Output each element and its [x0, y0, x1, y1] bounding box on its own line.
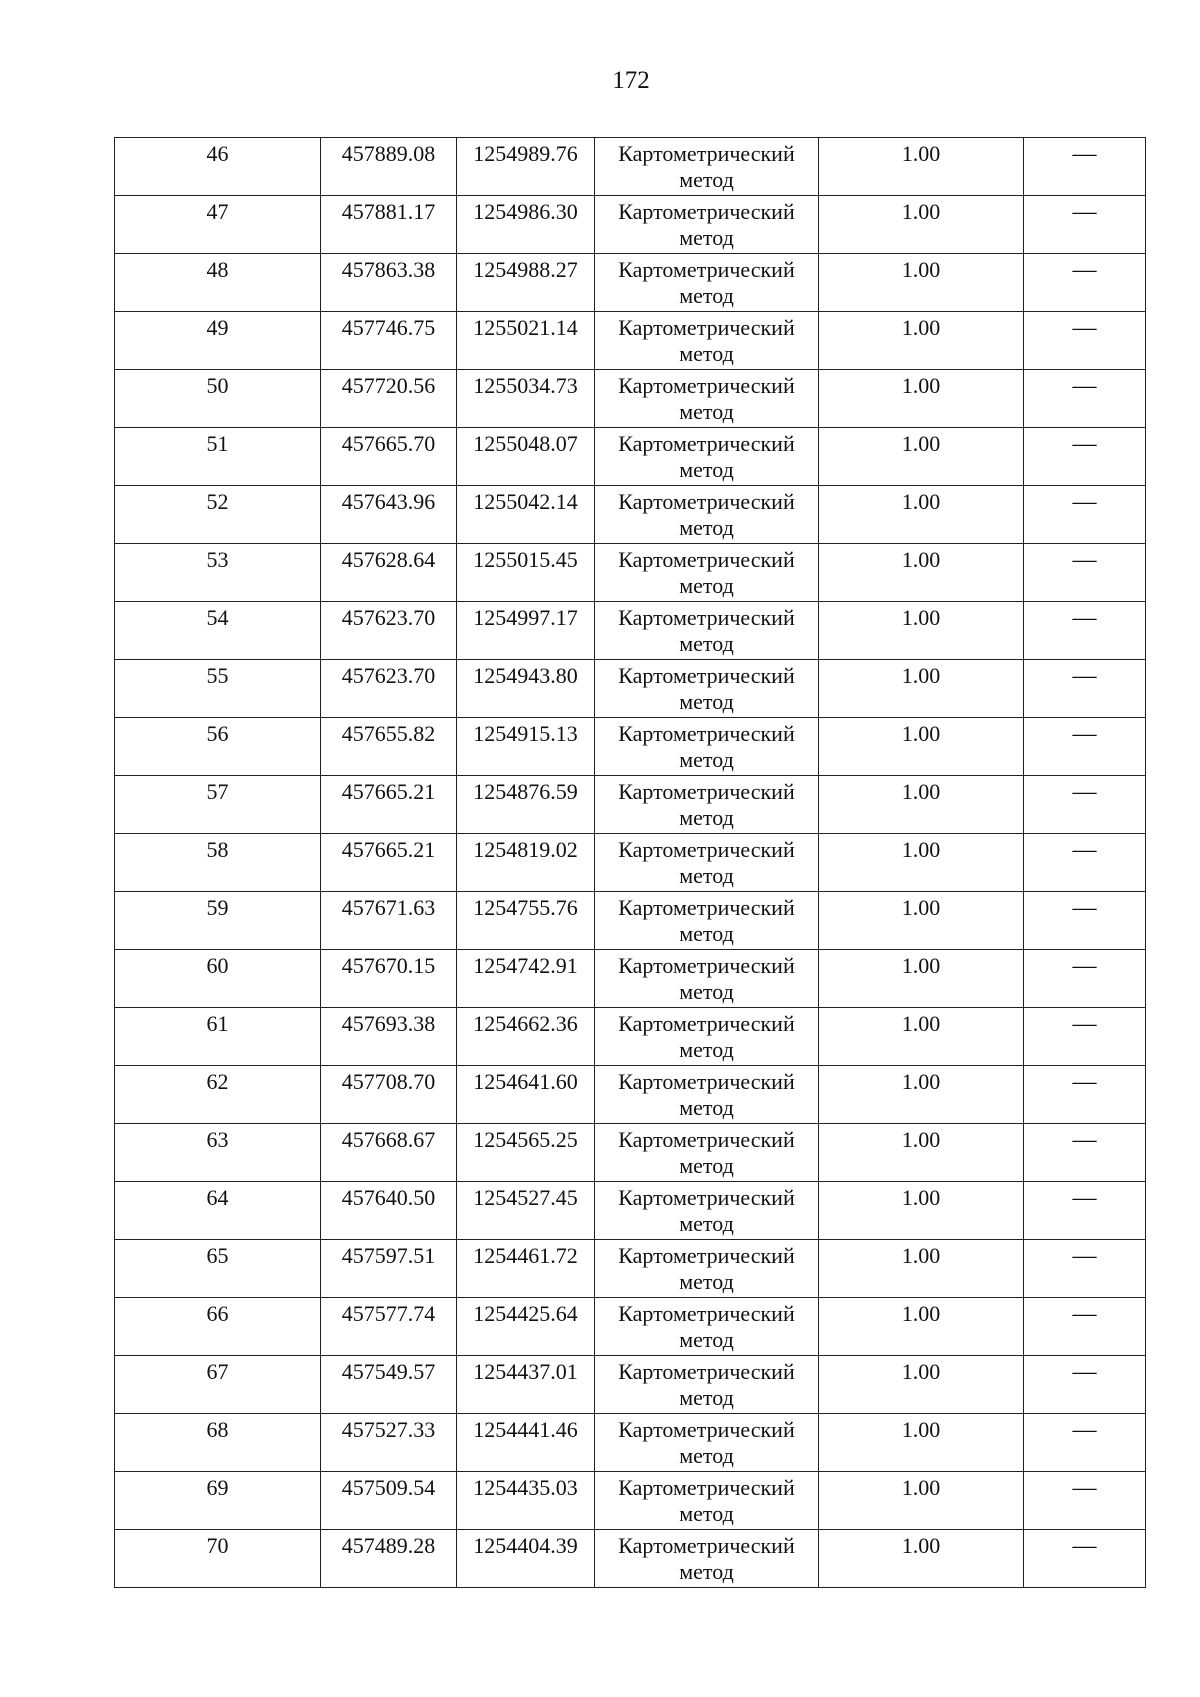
- precision-cell: 1.00: [819, 544, 1024, 602]
- y-coordinate-cell: 1255048.07: [457, 428, 595, 486]
- point-number-cell: 60: [115, 950, 321, 1008]
- precision-cell: 1.00: [819, 1182, 1024, 1240]
- precision-cell: 1.00: [819, 1124, 1024, 1182]
- x-coordinate-cell: 457671.63: [321, 892, 457, 950]
- table-row: [115, 1240, 1146, 1298]
- table-row: [115, 660, 1146, 718]
- precision-cell: 1.00: [819, 138, 1024, 196]
- table-row: [115, 544, 1146, 602]
- x-coordinate-cell: 457623.70: [321, 602, 457, 660]
- note-cell: —: [1024, 892, 1146, 950]
- precision-cell: 1.00: [819, 370, 1024, 428]
- y-coordinate-cell: 1254876.59: [457, 776, 595, 834]
- table-row: [115, 1472, 1146, 1530]
- point-number-cell: 53: [115, 544, 321, 602]
- precision-cell: 1.00: [819, 1356, 1024, 1414]
- note-cell: —: [1024, 486, 1146, 544]
- y-coordinate-cell: 1254565.25: [457, 1124, 595, 1182]
- x-coordinate-cell: 457549.57: [321, 1356, 457, 1414]
- x-coordinate-cell: 457509.54: [321, 1472, 457, 1530]
- method-cell: Картометрический метод: [595, 834, 819, 892]
- note-cell: —: [1024, 1008, 1146, 1066]
- y-coordinate-cell: 1255015.45: [457, 544, 595, 602]
- note-cell: —: [1024, 950, 1146, 1008]
- point-number-cell: 65: [115, 1240, 321, 1298]
- method-cell: Картометрический метод: [595, 1124, 819, 1182]
- method-cell: Картометрический метод: [595, 312, 819, 370]
- y-coordinate-cell: 1254742.91: [457, 950, 595, 1008]
- table-row: [115, 1066, 1146, 1124]
- x-coordinate-cell: 457665.21: [321, 834, 457, 892]
- note-cell: —: [1024, 428, 1146, 486]
- x-coordinate-cell: 457668.67: [321, 1124, 457, 1182]
- method-cell: Картометрический метод: [595, 1298, 819, 1356]
- point-number-cell: 63: [115, 1124, 321, 1182]
- y-coordinate-cell: 1254988.27: [457, 254, 595, 312]
- point-number-cell: 64: [115, 1182, 321, 1240]
- y-coordinate-cell: 1254441.46: [457, 1414, 595, 1472]
- page-number: 172: [612, 67, 650, 94]
- x-coordinate-cell: 457881.17: [321, 196, 457, 254]
- x-coordinate-cell: 457889.08: [321, 138, 457, 196]
- method-cell: Картометрический метод: [595, 602, 819, 660]
- point-number-cell: 50: [115, 370, 321, 428]
- point-number-cell: 62: [115, 1066, 321, 1124]
- y-coordinate-cell: 1254435.03: [457, 1472, 595, 1530]
- note-cell: —: [1024, 1182, 1146, 1240]
- note-cell: —: [1024, 1066, 1146, 1124]
- note-cell: —: [1024, 370, 1146, 428]
- method-cell: Картометрический метод: [595, 1530, 819, 1588]
- method-cell: Картометрический метод: [595, 1066, 819, 1124]
- note-cell: —: [1024, 660, 1146, 718]
- point-number-cell: 70: [115, 1530, 321, 1588]
- table-body: [115, 138, 1146, 1588]
- point-number-cell: 56: [115, 718, 321, 776]
- table-row: [115, 1298, 1146, 1356]
- y-coordinate-cell: 1254404.39: [457, 1530, 595, 1588]
- precision-cell: 1.00: [819, 312, 1024, 370]
- note-cell: —: [1024, 1356, 1146, 1414]
- x-coordinate-cell: 457670.15: [321, 950, 457, 1008]
- table-row: [115, 254, 1146, 312]
- y-coordinate-cell: 1254989.76: [457, 138, 595, 196]
- x-coordinate-cell: 457623.70: [321, 660, 457, 718]
- point-number-cell: 55: [115, 660, 321, 718]
- point-number-cell: 66: [115, 1298, 321, 1356]
- point-number-cell: 46: [115, 138, 321, 196]
- method-cell: Картометрический метод: [595, 1356, 819, 1414]
- note-cell: —: [1024, 834, 1146, 892]
- precision-cell: 1.00: [819, 1414, 1024, 1472]
- note-cell: —: [1024, 196, 1146, 254]
- method-cell: Картометрический метод: [595, 1472, 819, 1530]
- table-row: [115, 834, 1146, 892]
- note-cell: —: [1024, 1298, 1146, 1356]
- y-coordinate-cell: 1255021.14: [457, 312, 595, 370]
- precision-cell: 1.00: [819, 1298, 1024, 1356]
- y-coordinate-cell: 1254662.36: [457, 1008, 595, 1066]
- precision-cell: 1.00: [819, 428, 1024, 486]
- precision-cell: 1.00: [819, 660, 1024, 718]
- method-cell: Картометрический метод: [595, 1182, 819, 1240]
- point-number-cell: 67: [115, 1356, 321, 1414]
- table-row: [115, 196, 1146, 254]
- method-cell: Картометрический метод: [595, 892, 819, 950]
- y-coordinate-cell: 1255034.73: [457, 370, 595, 428]
- y-coordinate-cell: 1254425.64: [457, 1298, 595, 1356]
- note-cell: —: [1024, 776, 1146, 834]
- note-cell: —: [1024, 544, 1146, 602]
- method-cell: Картометрический метод: [595, 1008, 819, 1066]
- method-cell: Картометрический метод: [595, 428, 819, 486]
- precision-cell: 1.00: [819, 254, 1024, 312]
- y-coordinate-cell: 1254986.30: [457, 196, 595, 254]
- x-coordinate-cell: 457597.51: [321, 1240, 457, 1298]
- coordinates-table: [114, 137, 1146, 1588]
- point-number-cell: 58: [115, 834, 321, 892]
- note-cell: —: [1024, 254, 1146, 312]
- x-coordinate-cell: 457863.38: [321, 254, 457, 312]
- method-cell: Картометрический метод: [595, 196, 819, 254]
- precision-cell: 1.00: [819, 718, 1024, 776]
- x-coordinate-cell: 457640.50: [321, 1182, 457, 1240]
- y-coordinate-cell: 1254461.72: [457, 1240, 595, 1298]
- precision-cell: 1.00: [819, 1530, 1024, 1588]
- precision-cell: 1.00: [819, 196, 1024, 254]
- point-number-cell: 59: [115, 892, 321, 950]
- table-row: [115, 486, 1146, 544]
- x-coordinate-cell: 457708.70: [321, 1066, 457, 1124]
- method-cell: Картометрический метод: [595, 1414, 819, 1472]
- method-cell: Картометрический метод: [595, 1240, 819, 1298]
- point-number-cell: 61: [115, 1008, 321, 1066]
- note-cell: —: [1024, 1414, 1146, 1472]
- table-row: [115, 138, 1146, 196]
- precision-cell: 1.00: [819, 1472, 1024, 1530]
- y-coordinate-cell: 1254997.17: [457, 602, 595, 660]
- point-number-cell: 51: [115, 428, 321, 486]
- method-cell: Картометрический метод: [595, 718, 819, 776]
- table-row: [115, 1008, 1146, 1066]
- precision-cell: 1.00: [819, 1066, 1024, 1124]
- x-coordinate-cell: 457665.21: [321, 776, 457, 834]
- table-row: [115, 1182, 1146, 1240]
- y-coordinate-cell: 1254755.76: [457, 892, 595, 950]
- precision-cell: 1.00: [819, 1240, 1024, 1298]
- precision-cell: 1.00: [819, 602, 1024, 660]
- table-row: [115, 602, 1146, 660]
- table-row: [115, 718, 1146, 776]
- y-coordinate-cell: 1254527.45: [457, 1182, 595, 1240]
- point-number-cell: 57: [115, 776, 321, 834]
- note-cell: —: [1024, 602, 1146, 660]
- x-coordinate-cell: 457665.70: [321, 428, 457, 486]
- method-cell: Картометрический метод: [595, 950, 819, 1008]
- precision-cell: 1.00: [819, 950, 1024, 1008]
- method-cell: Картометрический метод: [595, 544, 819, 602]
- note-cell: —: [1024, 138, 1146, 196]
- point-number-cell: 68: [115, 1414, 321, 1472]
- point-number-cell: 49: [115, 312, 321, 370]
- table-row: [115, 428, 1146, 486]
- x-coordinate-cell: 457489.28: [321, 1530, 457, 1588]
- table-row: [115, 892, 1146, 950]
- precision-cell: 1.00: [819, 776, 1024, 834]
- table-row: [115, 1356, 1146, 1414]
- precision-cell: 1.00: [819, 1008, 1024, 1066]
- point-number-cell: 52: [115, 486, 321, 544]
- x-coordinate-cell: 457643.96: [321, 486, 457, 544]
- note-cell: —: [1024, 1530, 1146, 1588]
- x-coordinate-cell: 457746.75: [321, 312, 457, 370]
- table-row: [115, 1530, 1146, 1588]
- precision-cell: 1.00: [819, 486, 1024, 544]
- point-number-cell: 54: [115, 602, 321, 660]
- method-cell: Картометрический метод: [595, 254, 819, 312]
- precision-cell: 1.00: [819, 834, 1024, 892]
- table-row: [115, 370, 1146, 428]
- precision-cell: 1.00: [819, 892, 1024, 950]
- x-coordinate-cell: 457720.56: [321, 370, 457, 428]
- table-row: [115, 1124, 1146, 1182]
- table-row: [115, 1414, 1146, 1472]
- point-number-cell: 69: [115, 1472, 321, 1530]
- y-coordinate-cell: 1254437.01: [457, 1356, 595, 1414]
- point-number-cell: 48: [115, 254, 321, 312]
- method-cell: Картометрический метод: [595, 660, 819, 718]
- note-cell: —: [1024, 1472, 1146, 1530]
- method-cell: Картометрический метод: [595, 370, 819, 428]
- note-cell: —: [1024, 718, 1146, 776]
- x-coordinate-cell: 457655.82: [321, 718, 457, 776]
- table-row: [115, 776, 1146, 834]
- point-number-cell: 47: [115, 196, 321, 254]
- x-coordinate-cell: 457628.64: [321, 544, 457, 602]
- x-coordinate-cell: 457693.38: [321, 1008, 457, 1066]
- note-cell: —: [1024, 312, 1146, 370]
- x-coordinate-cell: 457577.74: [321, 1298, 457, 1356]
- method-cell: Картометрический метод: [595, 138, 819, 196]
- y-coordinate-cell: 1254943.80: [457, 660, 595, 718]
- table-row: [115, 950, 1146, 1008]
- table-row: [115, 312, 1146, 370]
- note-cell: —: [1024, 1124, 1146, 1182]
- y-coordinate-cell: 1254641.60: [457, 1066, 595, 1124]
- y-coordinate-cell: 1254819.02: [457, 834, 595, 892]
- method-cell: Картометрический метод: [595, 776, 819, 834]
- note-cell: —: [1024, 1240, 1146, 1298]
- method-cell: Картометрический метод: [595, 486, 819, 544]
- y-coordinate-cell: 1254915.13: [457, 718, 595, 776]
- x-coordinate-cell: 457527.33: [321, 1414, 457, 1472]
- y-coordinate-cell: 1255042.14: [457, 486, 595, 544]
